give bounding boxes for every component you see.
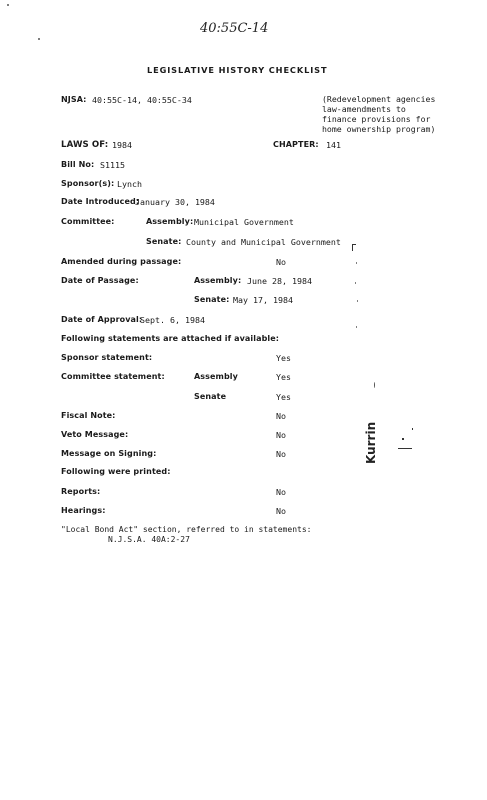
committee-statement-assembly-label: Assembly	[194, 372, 238, 381]
margin-speck	[374, 382, 375, 388]
committee-statement-label: Committee statement:	[61, 372, 165, 381]
description-block	[322, 94, 435, 134]
description-line: home ownership program)	[322, 124, 436, 134]
margin-speck	[357, 300, 358, 302]
sponsor-statement-value: Yes	[276, 353, 291, 363]
laws-of-value: 1984	[112, 140, 132, 150]
margin-mark	[398, 448, 412, 449]
chapter-value: 141	[326, 140, 341, 150]
date-of-approval-label: Date of Approval:	[61, 315, 143, 324]
committee-statement-assembly-value: Yes	[276, 372, 291, 382]
reports-label: Reports:	[61, 487, 101, 496]
margin-speck	[355, 282, 356, 284]
veto-message-value: No	[276, 430, 286, 440]
fiscal-note-label: Fiscal Note:	[61, 411, 116, 420]
passage-assembly-value: June 28, 1984	[247, 276, 312, 286]
sponsor-statement-label: Sponsor statement:	[61, 353, 153, 362]
page-title: LEGISLATIVE HISTORY CHECKLIST	[147, 65, 328, 75]
amended-label: Amended during passage:	[61, 257, 182, 266]
committee-assembly-value: Municipal Government	[194, 217, 294, 227]
hearings-value: No	[276, 506, 286, 516]
chapter-label: CHAPTER:	[273, 140, 319, 149]
margin-speck	[356, 326, 357, 328]
following-printed-heading: Following were printed:	[61, 467, 171, 476]
date-introduced-value: January 30, 1984	[135, 197, 215, 207]
message-on-signing-value: No	[276, 449, 286, 459]
margin-speck	[356, 262, 357, 264]
bill-no-label: Bill No:	[61, 160, 95, 169]
message-on-signing-label: Message on Signing:	[61, 449, 157, 458]
handwritten-number: 40:55C-14	[200, 21, 269, 36]
sponsor-label: Sponsor(s):	[61, 179, 115, 188]
committee-assembly-label: Assembly:	[146, 217, 194, 226]
reports-value: No	[276, 487, 286, 497]
margin-speck	[7, 4, 9, 6]
laws-of-label: LAWS OF:	[61, 140, 109, 150]
margin-mark	[412, 428, 413, 430]
fiscal-note-value: No	[276, 411, 286, 421]
description-line: finance provisions for	[322, 114, 431, 124]
note-line: N.J.S.A. 40A:2-27	[108, 535, 190, 544]
passage-assembly-label: Assembly:	[194, 276, 242, 285]
date-introduced-label: Date Introduced:	[61, 197, 140, 206]
committee-senate-value: County and Municipal Government	[186, 237, 341, 247]
margin-speck	[38, 38, 40, 40]
description-line: law-amendments to	[322, 104, 406, 114]
bill-no-value: S1115	[100, 160, 125, 170]
veto-message-label: Veto Message:	[61, 430, 129, 439]
amended-value: No	[276, 257, 286, 267]
committee-senate-label: Senate:	[146, 237, 182, 246]
date-of-approval-value: Sept. 6, 1984	[140, 315, 205, 325]
margin-mark	[352, 244, 356, 245]
hearings-label: Hearings:	[61, 506, 106, 515]
committee-statement-senate-label: Senate	[194, 392, 227, 401]
stamp-text: Kurrin	[364, 421, 378, 464]
margin-mark	[352, 244, 353, 251]
committee-statement-senate-value: Yes	[276, 392, 291, 402]
passage-senate-value: May 17, 1984	[233, 295, 293, 305]
library-stamp	[364, 408, 378, 466]
njsa-label: NJSA:	[61, 95, 87, 104]
date-of-passage-label: Date of Passage:	[61, 276, 139, 285]
description-line: (Redevelopment agencies	[322, 94, 436, 104]
sponsor-value: Lynch	[117, 179, 142, 189]
following-statements-heading: Following statements are attached if available:	[61, 334, 280, 343]
passage-senate-label: Senate:	[194, 295, 230, 304]
njsa-value: 40:55C-14, 40:55C-34	[92, 95, 192, 105]
margin-mark	[402, 438, 404, 440]
note-line: "Local Bond Act" section, referred to in statements:	[61, 525, 312, 534]
committee-label: Committee:	[61, 217, 115, 226]
